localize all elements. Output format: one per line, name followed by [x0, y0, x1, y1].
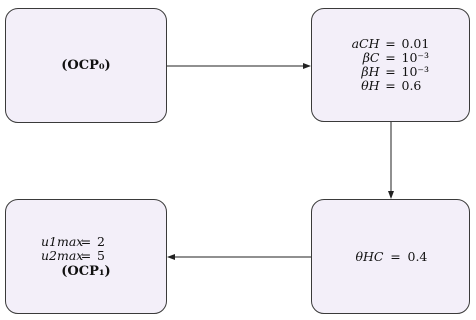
- node-ocp0-label: (OCP₀): [61, 58, 111, 73]
- param-equals: =: [385, 36, 396, 51]
- param-equals: =: [385, 50, 396, 65]
- node-ocp1-label: (OCP₁): [61, 263, 111, 279]
- param-row: [346, 37, 436, 51]
- node-ocp0: [5, 8, 167, 123]
- param-name: θH: [361, 78, 380, 93]
- param-row: [344, 249, 438, 264]
- param-row: [41, 235, 131, 249]
- param-value: 5: [97, 247, 105, 263]
- param-equals: =: [80, 247, 92, 263]
- param-name: βC: [362, 50, 380, 65]
- param-name: θHC: [355, 249, 384, 264]
- param-value: 10⁻³: [401, 64, 430, 79]
- param-equals: =: [390, 249, 401, 264]
- param-value: 0.4: [407, 249, 428, 264]
- param-row: [41, 249, 131, 263]
- node-ocp1: [5, 199, 167, 314]
- param-name: βH: [361, 64, 380, 79]
- param-row: [346, 51, 436, 65]
- param-value: 0.01: [401, 36, 430, 51]
- param-value: 2: [97, 233, 105, 249]
- param-row: [346, 65, 436, 79]
- param-equals: =: [385, 64, 396, 79]
- param-equals: =: [80, 233, 92, 249]
- param-name: aCH: [351, 36, 380, 51]
- node-parameters: [311, 8, 470, 122]
- param-row: [346, 79, 436, 93]
- param-name: u2max: [41, 247, 84, 263]
- node-theta-hc: [311, 199, 470, 314]
- param-value: 0.6: [401, 78, 422, 93]
- param-equals: =: [385, 78, 396, 93]
- param-name: u1max: [41, 233, 84, 249]
- param-value: 10⁻³: [401, 50, 430, 65]
